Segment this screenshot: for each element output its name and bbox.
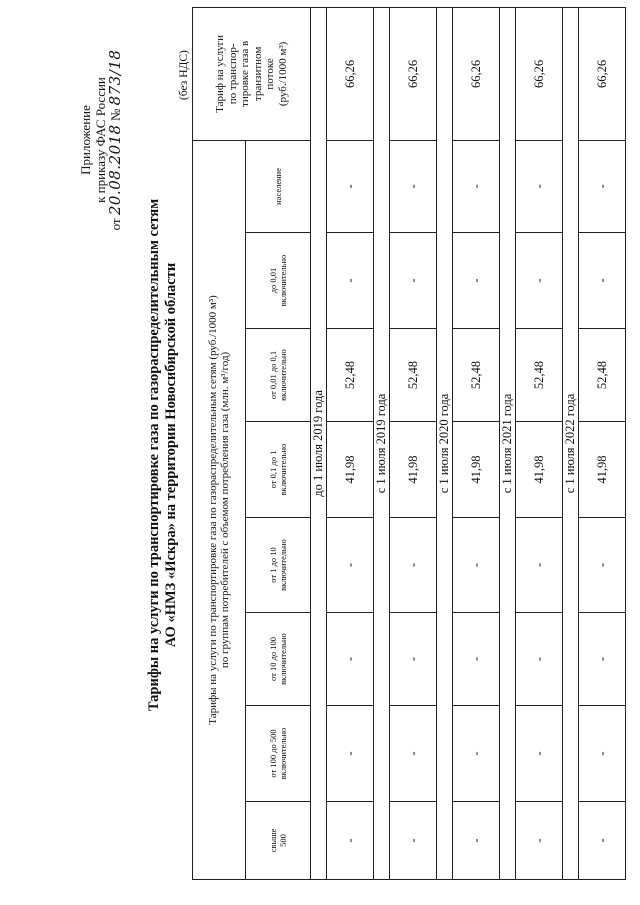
tariff-value-cell: 41,98 (453, 422, 500, 518)
tariff-value-cell: - (453, 518, 500, 613)
tariff-value-cell: 52,48 (579, 329, 626, 422)
tariff-value-cell: 66,26 (579, 7, 626, 140)
tariffs-table (192, 7, 626, 880)
table-row (390, 7, 437, 879)
period-row (563, 7, 579, 879)
column-header-4 (246, 422, 311, 518)
tariff-value-cell: - (327, 140, 374, 232)
group-header-line-2: по группам потребителей с объемом потребления газа (млн. м³/год) (219, 351, 231, 669)
transit-header-line: по транспор- (226, 43, 239, 105)
tariffs-body (311, 7, 626, 879)
column-header-line: от 0,01 до 0,1 (268, 350, 278, 400)
column-header-line: свыше (268, 828, 278, 853)
tariff-value-cell: - (453, 233, 500, 329)
title-line-1: Тарифы на услуги по транспортировке газа по газораспределительным сетям (146, 198, 162, 712)
column-header-5 (246, 329, 311, 422)
tariff-value-cell: - (516, 140, 563, 232)
tariff-value-cell: - (579, 233, 626, 329)
tariff-value-cell: - (390, 233, 437, 329)
tariff-value-cell: - (327, 706, 374, 802)
tariff-value-cell: - (579, 613, 626, 706)
transit-header-line: тировке газа в (239, 40, 251, 107)
period-row (374, 7, 390, 879)
transit-header-line: (руб./1000 м³) (276, 41, 289, 107)
tariff-value-cell: - (453, 140, 500, 232)
tariff-value-cell: 52,48 (390, 329, 437, 422)
tariff-value-cell: - (579, 518, 626, 613)
table-row (453, 7, 500, 879)
tariff-value-cell: - (516, 802, 563, 880)
tariff-value-cell: - (453, 613, 500, 706)
tariff-value-cell: 52,48 (453, 329, 500, 422)
column-header-2 (246, 613, 311, 706)
column-header-7 (246, 140, 311, 232)
tariff-value-cell: - (390, 613, 437, 706)
period-row (311, 7, 327, 879)
column-header-line: включительно (278, 254, 288, 307)
tariff-value-cell: - (516, 613, 563, 706)
tariff-value-cell: - (579, 140, 626, 232)
transit-tariff-header (193, 7, 311, 140)
column-header-6 (246, 233, 311, 329)
column-header-line: включительно (278, 633, 288, 685)
transit-header-line: транзитном (251, 46, 264, 102)
title-line-2: АО «НМЗ «Искра» на территории Новосибирской области (163, 262, 179, 648)
appendix-order-ref: к приказу ФАС России (93, 77, 108, 203)
period-label: с 1 июля 2021 года (500, 7, 516, 879)
tariff-value-cell: - (579, 802, 626, 880)
table-row (579, 7, 626, 879)
header-row-group (193, 7, 246, 879)
tariff-value-cell: 41,98 (390, 422, 437, 518)
tariff-value-cell: - (327, 233, 374, 329)
tariff-value-cell: - (327, 518, 374, 613)
tariff-value-cell: - (516, 706, 563, 802)
tariff-value-cell: - (390, 706, 437, 802)
tariff-value-cell: - (453, 706, 500, 802)
tariff-value-cell: 66,26 (390, 7, 437, 140)
tariff-value-cell: 66,26 (327, 7, 374, 140)
tariff-value-cell: - (453, 802, 500, 880)
tariff-value-cell: - (390, 140, 437, 232)
tariff-value-cell: 41,98 (579, 422, 626, 518)
tariff-value-cell: 66,26 (453, 7, 500, 140)
appendix-block (78, 40, 123, 240)
group-header-cell (193, 140, 246, 879)
tariff-value-cell: 52,48 (516, 329, 563, 422)
tariff-value-cell: - (516, 233, 563, 329)
group-header-line-1: Тарифы на услуги по транспортировке газа по газораспределительным сетям (руб./1000 м³) (206, 295, 219, 725)
tariff-value-cell: 66,26 (516, 7, 563, 140)
period-label: с 1 июля 2022 года (563, 7, 579, 879)
tariff-value-cell: - (327, 802, 374, 880)
order-number-handwritten: 873/18 (106, 49, 124, 106)
column-header-3 (246, 518, 311, 613)
column-header-line: от 100 до 500 (268, 729, 278, 778)
document-title (146, 65, 180, 845)
table-row (327, 7, 374, 879)
tariff-value-cell: - (327, 613, 374, 706)
column-header-line: 500 (278, 834, 288, 847)
column-header-line: от 10 до 100 (268, 636, 278, 682)
column-header-line: включительно (278, 443, 288, 496)
column-header-line: от 0,1 до 1 (268, 450, 278, 489)
column-header-line: включительно (278, 539, 288, 591)
period-label: до 1 июля 2019 года (311, 7, 327, 879)
order-number-prefix: № (108, 108, 123, 122)
tariff-value-cell: - (579, 706, 626, 802)
tariff-value-cell: - (390, 802, 437, 880)
order-date-handwritten: 20.08.2018 (106, 124, 124, 216)
column-header-line: до 0,01 (268, 267, 278, 294)
transit-header-line: потоке (264, 58, 276, 90)
appendix-order-line (108, 40, 123, 240)
period-row (437, 7, 453, 879)
tariff-value-cell: - (516, 518, 563, 613)
transit-header-line: Тариф на услуги (214, 34, 226, 113)
appendix-label: Приложение (78, 105, 93, 175)
table-row (516, 7, 563, 879)
column-header-0 (246, 802, 311, 880)
column-header-line: от 1 до 10 (268, 547, 278, 583)
column-header-line: включительно (278, 349, 288, 401)
column-header-1 (246, 706, 311, 802)
tariff-value-cell: 41,98 (516, 422, 563, 518)
vat-note: (без НДС) (178, 50, 190, 100)
column-header-line: включительно (278, 727, 288, 780)
period-label: с 1 июля 2020 года (437, 7, 453, 879)
order-date-prefix: от (108, 218, 123, 231)
period-label: с 1 июля 2019 года (374, 7, 390, 879)
tariff-value-cell: 52,48 (327, 329, 374, 422)
tariff-value-cell: 41,98 (327, 422, 374, 518)
column-header-line: население (273, 168, 283, 205)
tariff-value-cell: - (390, 518, 437, 613)
period-row (500, 7, 516, 879)
